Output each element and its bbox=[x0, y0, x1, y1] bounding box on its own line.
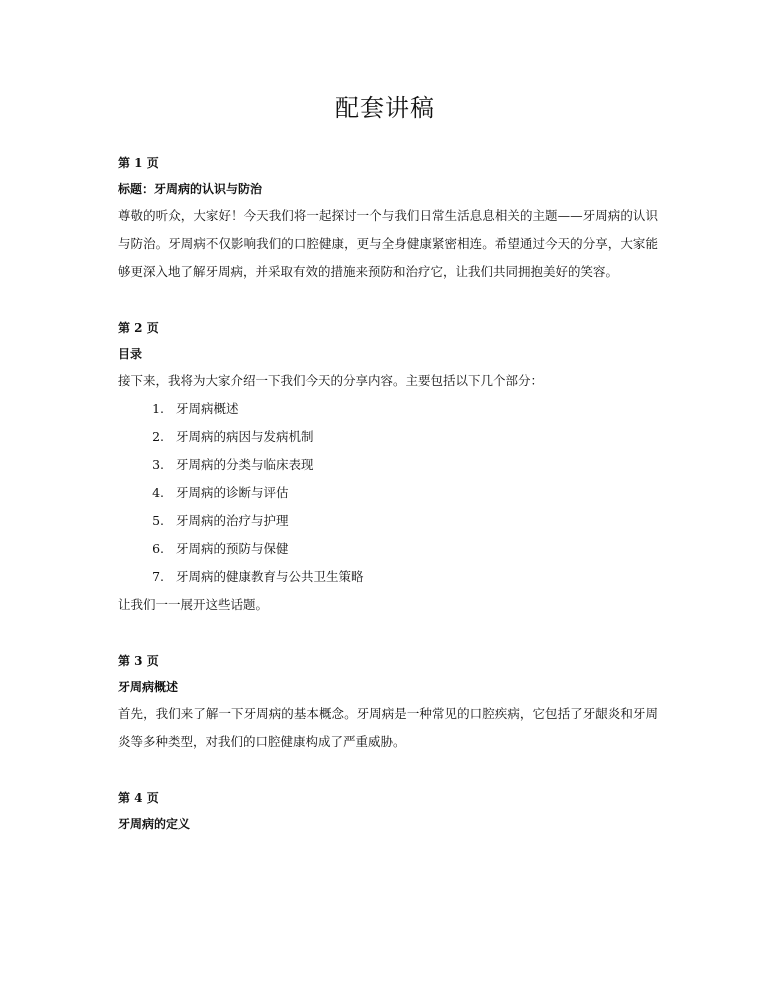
list-item-text: 牙周病的预防与保健 bbox=[176, 541, 289, 556]
list-item-text: 牙周病概述 bbox=[176, 401, 239, 416]
paragraph: 首先，我们来了解一下牙周病的基本概念。牙周病是一种常见的口腔疾病，它包括了牙龈炎和牙周炎等多种类型，对我们的口腔健康构成了严重威胁。 bbox=[118, 706, 658, 749]
list-item-number: 1. bbox=[152, 401, 164, 416]
list-item bbox=[118, 535, 658, 563]
list-item bbox=[118, 563, 658, 591]
section-spacer bbox=[118, 286, 658, 317]
section-page-2 bbox=[118, 317, 658, 619]
list-item bbox=[118, 507, 658, 535]
section-page-3 bbox=[118, 650, 658, 756]
list-item-number: 3. bbox=[152, 457, 164, 472]
list-item-number: 7. bbox=[152, 569, 164, 584]
list-item bbox=[118, 479, 658, 507]
list-item-number: 4. bbox=[152, 485, 164, 500]
section-heading: 牙周病概述 bbox=[118, 680, 179, 694]
section-heading: 标题：牙周病的认识与防治 bbox=[118, 182, 263, 196]
document-title: 配套讲稿 bbox=[335, 94, 435, 122]
page-label: 第 2 页 bbox=[118, 321, 159, 335]
list-item bbox=[118, 451, 658, 479]
page-label: 第 3 页 bbox=[118, 654, 159, 668]
section-spacer bbox=[118, 619, 658, 650]
section-page-1 bbox=[118, 152, 658, 286]
list-item-text: 牙周病的治疗与护理 bbox=[176, 513, 289, 528]
document-body bbox=[118, 152, 658, 837]
list-item-number: 6. bbox=[152, 541, 164, 556]
section-heading: 目录 bbox=[118, 347, 143, 361]
section-page-4 bbox=[118, 787, 658, 835]
list-item-number: 5. bbox=[152, 513, 164, 528]
section-heading: 牙周病的定义 bbox=[118, 817, 191, 831]
list-item bbox=[118, 423, 658, 451]
list-item-text: 牙周病的诊断与评估 bbox=[176, 485, 289, 500]
paragraph-intro: 接下来，我将为大家介绍一下我们今天的分享内容。主要包括以下几个部分： bbox=[118, 373, 544, 388]
list-item bbox=[118, 395, 658, 423]
page-label: 第 4 页 bbox=[118, 791, 159, 805]
list-item-text: 牙周病的健康教育与公共卫生策略 bbox=[176, 569, 364, 584]
table-of-contents-list bbox=[118, 395, 658, 591]
list-item-text: 牙周病的病因与发病机制 bbox=[176, 429, 314, 444]
paragraph-outro: 让我们一一展开这些话题。 bbox=[118, 597, 269, 612]
page-label: 第 1 页 bbox=[118, 156, 159, 170]
section-spacer bbox=[118, 756, 658, 787]
paragraph: 尊敬的听众，大家好！今天我们将一起探讨一个与我们日常生活息息相关的主题——牙周病的认识与防治。牙周病不仅影响我们的口腔健康，更与全身健康紧密相连。希望通过今天的分享，大家能够更深入地了解牙周病，并采取有效的措施来预防和治疗它，让我们共同拥抱美好的笑容。 bbox=[118, 208, 658, 279]
list-item-number: 2. bbox=[152, 429, 164, 444]
list-item-text: 牙周病的分类与临床表现 bbox=[176, 457, 314, 472]
